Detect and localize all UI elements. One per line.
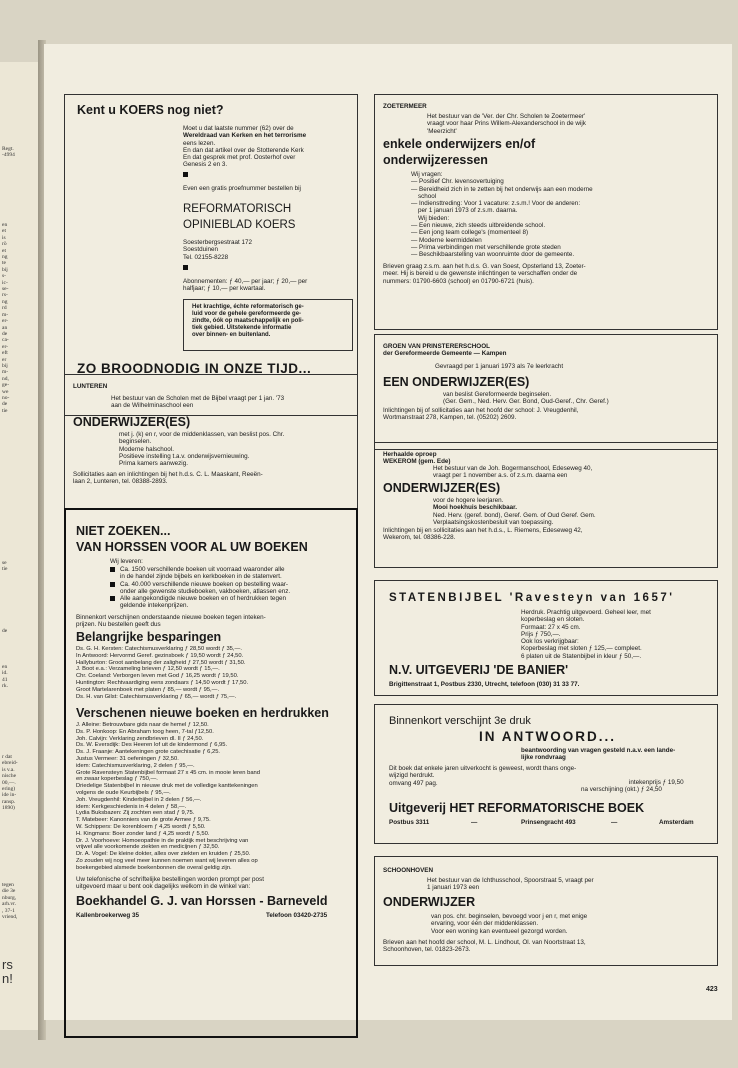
statenbijbel-details	[521, 609, 651, 660]
antwoord-street: Prinsengracht 493	[521, 819, 576, 826]
zoetermeer-contact	[383, 263, 586, 285]
text-line: , 37-1	[2, 907, 15, 914]
horssen-head-1: NIET ZOEKEN...	[76, 524, 171, 538]
text-line: uitgevoerd maar u bent ook dagelijks welkom in de winkel van:	[76, 883, 251, 891]
text-line: Positieve instelling t.a.v. onderwijsvernieuwing.	[119, 452, 250, 460]
wekerom-contact	[383, 527, 583, 542]
text-line: laan 2, Lunteren, tel. 08388-2893.	[73, 478, 168, 486]
text-line: rd	[2, 305, 7, 312]
text-line: idem: Catechismusverklaring, 2 delen ƒ 95,—.	[76, 762, 195, 769]
offer-line	[110, 581, 290, 588]
text-line: 1890)	[2, 805, 15, 812]
offer-text: Ca. 40.000 verschillende nieuwe boeken op bestelling waar-	[120, 580, 289, 588]
schoonhoven-heading: ONDERWIJZER	[383, 895, 476, 909]
text-line: no-	[2, 394, 10, 401]
offer-text: Ca. 1500 verschillende boeken uit voorraad waaronder alle	[120, 566, 285, 573]
text-line: Herdruk. Prachtig uitgevoerd. Geheel leer, met	[521, 609, 651, 616]
wekerom-intro	[433, 465, 592, 480]
text-line: rk.	[2, 683, 8, 690]
text-line: Zo zouden wij nog veel meer kunnen noemen want wij leveren alles op	[76, 857, 258, 864]
text-line: nd,	[2, 375, 9, 382]
text-line: te	[2, 260, 6, 267]
offer-line	[110, 588, 290, 595]
kampen-heading: EEN ONDERWIJZER(ES)	[383, 375, 530, 389]
text-line: en	[2, 222, 8, 228]
text-line: we	[2, 388, 9, 395]
text-line: nische	[2, 773, 17, 780]
wekerom-heading: ONDERWIJZER(ES)	[383, 481, 501, 495]
text-line: Dit boek dat enkele jaren uitverkocht is geweest, wordt thans onge-	[389, 765, 577, 772]
text-line: id.	[2, 670, 8, 677]
text-line: T. Matebeer: Kanonniers van de grote Armee ƒ 9,75.	[76, 817, 211, 824]
text-line: Ds. P. Honkoop: En Abraham toog heen, 7-tal ƒ12,50.	[76, 728, 214, 735]
text-line: Wereldraad van Kerken en het terrorisme	[183, 132, 307, 140]
text-line: Het bestuur van de Ichthusschool, Spoorstraat 5, vraagt per	[427, 877, 594, 884]
text-line: Het bestuur van de Joh. Bogermanschool, Edeseweg 40,	[433, 465, 593, 472]
text-line: se-	[2, 286, 9, 293]
wekerom-ad	[374, 442, 718, 568]
text-line: voor de hogere leerjaren.	[433, 497, 504, 504]
text-line: — Een jong team college's (momenteel 8)	[411, 229, 529, 237]
reformatorische-publisher: Uitgeverij HET REFORMATORISCHE BOEK	[389, 801, 645, 815]
text-line: is	[2, 234, 6, 241]
facing-text-2	[2, 222, 9, 414]
text-line: Koperbeslag met sloten ƒ 125,— compleet.	[521, 645, 642, 653]
lunteren-contact	[73, 471, 263, 486]
text-line: Driedelige Statenbijbel in nieuwe druk met de volledige kanttekeningen	[76, 783, 258, 790]
text-line: et	[2, 247, 6, 254]
horssen-offers	[110, 566, 290, 610]
horssen-new-list	[76, 722, 260, 872]
text-line: ide in-	[2, 792, 17, 799]
text-line: Het bestuur van de 'Ver. der Chr. Scholen te Zoetermeer'	[427, 113, 586, 120]
statenbijbel-ad	[374, 580, 718, 696]
text-line: boekengebied alsmede boekenbonnen die overal geldig zijn.	[76, 864, 232, 871]
kampen-church: der Gereformeerde Gemeente — Kampen	[383, 350, 507, 357]
schoonhoven-ad	[374, 856, 718, 966]
horssen-shop: Boekhandel G. J. van Horssen - Barneveld	[76, 894, 328, 908]
text-line: ebreid-	[2, 760, 18, 767]
text-line: tiek gebied. Uitstekende informatie	[192, 325, 292, 331]
text-line: 6 platen uit de Statenbijbel in kleur ƒ 50,—.	[521, 652, 642, 660]
offer-line	[110, 573, 290, 580]
text-line: Prijs ƒ 750,—.	[521, 630, 561, 638]
text-line: Dr. A. Vogel: De kleine dokter, alles over ziekten en kruiden ƒ 25,50.	[76, 851, 251, 858]
text-line: Lydia Buksbazen: Zij zochten een stad ƒ 9,75.	[76, 810, 195, 817]
antwoord-pre: Binnenkort verschijnt 3e druk	[389, 715, 531, 727]
text-line: er	[2, 356, 7, 363]
text-line: omvang 497 pag.	[389, 779, 438, 787]
text-line: Genesis 2 en 3.	[183, 161, 228, 169]
facing-text-6	[2, 754, 18, 812]
lunteren-ad	[64, 374, 358, 510]
text-line: Het bestuur van de Scholen met de Bijbel vraagt per 1 jan. '73	[111, 395, 285, 402]
square-bullet	[110, 567, 115, 572]
text-line: 41	[2, 676, 8, 683]
text-line: ng	[2, 254, 8, 261]
text-line: ic-	[2, 279, 8, 286]
text-line: Grote Ravensteyn Statenbijbel formaat 27 x 45 cm. in mooie leren band	[76, 769, 260, 776]
text-line: vrijwel alle voorkomende ziekten en medicijnen ƒ 32,50.	[76, 844, 220, 851]
offer-line	[110, 602, 290, 609]
koers-intro	[183, 125, 306, 169]
text-line: Soesterbergsestraat 172	[183, 239, 252, 246]
text-line: Joh. Vreugdenhil: Kinderbijbel in 2 delen ƒ 56,—.	[76, 796, 202, 803]
text-line: Brieven aan het hoofd der school, M. L. Lindhout, Ol. van Noortstraat 13,	[383, 939, 586, 946]
text-line: Soestduinen	[183, 246, 219, 254]
text-line: arh.vr.	[2, 901, 17, 908]
text-line: Wekerom, tel. 08386-228.	[383, 534, 456, 542]
text-line: over binnen- en buitenland.	[192, 332, 271, 338]
schoonhoven-details	[431, 913, 587, 935]
text-line: Abonnementen: ƒ 40,— per jaar; ƒ 20,— per	[183, 278, 308, 285]
text-line: H. Kingmans: Boer zonder land ƒ 4,25 wordt ƒ 5,50.	[76, 830, 210, 837]
text-line: vraagt voor haar Prins Willem-Alexanderschool in de wijk	[427, 120, 586, 128]
facing-text-3: se tie	[2, 560, 8, 573]
wekerom-label: Herhaalde oproep	[383, 451, 437, 458]
text-line: Schoonhoven, tel. 01823-2673.	[383, 946, 471, 954]
text-line: — Een nieuwe, zich steeds uitbreidende school.	[411, 222, 546, 230]
text-line: Voor een woning kan eventueel gezorgd worden.	[431, 927, 568, 935]
text-line: an	[2, 324, 8, 331]
text-line: zindte, óók op maatschappelijk en poli-	[192, 318, 304, 324]
antwoord-title: IN ANTWOORD...	[479, 729, 616, 744]
text-line: Formaat: 27 x 45 cm.	[521, 623, 581, 631]
text-line: ering)	[2, 786, 16, 793]
text-line: Uw telefonische of schriftelijke bestellingen worden prompt per post	[76, 876, 264, 883]
wekerom-details	[433, 497, 596, 526]
antwoord-subtitle	[521, 747, 675, 762]
schoonhoven-place: SCHOONHOVEN	[383, 867, 434, 874]
text-line: lijke rondvraag	[521, 754, 566, 762]
text-line: bij	[2, 266, 8, 273]
facing-text-7	[2, 882, 17, 920]
text-line: Moderne halschool.	[119, 445, 174, 453]
text-line: die 3e	[2, 888, 16, 895]
text-line: — Prima verbindingen met verschillende grote steden	[411, 243, 561, 251]
zoetermeer-heading-2: onderwijzeressen	[383, 153, 488, 167]
horssen-head-2: VAN HORSSEN VOOR AL UW BOEKEN	[76, 540, 308, 554]
kampen-ad	[374, 334, 718, 450]
facing-text-4: de	[2, 628, 8, 634]
text-line: En dan dat artikel over de Stotterende Kerk	[183, 146, 304, 154]
facing-text-8: rs n!	[2, 957, 13, 986]
text-line: bij	[2, 362, 8, 369]
zoetermeer-heading-1: enkele onderwijzers en/of	[383, 137, 536, 151]
text-line: volgens de oude Keurbijbels ƒ 95,—.	[76, 789, 171, 796]
horssen-ad	[64, 508, 358, 1038]
separator-dash: —	[611, 819, 618, 826]
text-line: — Beschikbaarstelling van woonruimte door de gemeente.	[411, 251, 575, 259]
text-line: meer. Hij is bereid u de gewenste inlichtingen te verschaffen onder de	[383, 270, 578, 278]
text-line: de	[2, 401, 8, 408]
text-line: Wij vragen:	[411, 171, 443, 178]
offer-text: onder alle gewenste studieboeken, vakboeken, atlassen enz.	[120, 587, 291, 595]
koers-title: Kent u KOERS nog niet?	[77, 103, 224, 117]
text-line: vraagt per 1 november a.s. of z.s.m. daarna een	[433, 472, 568, 480]
koers-ad	[64, 94, 358, 416]
horssen-closing	[76, 876, 264, 891]
text-line: Wortmanstraat 278, Kampen, tel. (05202) 2609.	[383, 414, 517, 422]
horssen-announcement	[76, 614, 266, 629]
text-line: Binnenkort verschijnen onderstaande nieuwe boeken tegen inteken-	[76, 614, 266, 621]
kampen-request: Gevraagd per 1 januari 1973 als 7e leerkracht	[435, 363, 564, 370]
text-line: beantwoording van vragen gesteld n.a.v. een lande-	[521, 747, 676, 754]
text-line: Wij bieden:	[411, 214, 450, 222]
antwoord-city: Amsterdam	[659, 819, 694, 826]
text-line: — Moderne leermiddelen	[411, 236, 482, 244]
text-line: — Positief Chr. levensovertuiging	[411, 178, 504, 186]
facing-page	[0, 62, 38, 1030]
lunteren-heading: ONDERWIJZER(ES)	[73, 415, 191, 429]
text-line: luid voor de gehele gereformeerde ge-	[192, 311, 302, 317]
text-line: J. Boot e.a.: Verzameling brieven ƒ 12,50 wordt ƒ 15,—.	[76, 666, 220, 673]
text-line: Tel. 02155-8228	[183, 253, 229, 261]
text-line: halfjaar; ƒ 10,— per kwartaal.	[183, 285, 266, 293]
square-bullet	[110, 582, 115, 587]
horssen-offer-intro: Wij leveren:	[110, 558, 143, 565]
zoetermeer-details	[411, 171, 593, 259]
horssen-section-savings: Belangrijke besparingen	[76, 630, 222, 644]
text-line: Het krachtige, échte reformatorisch ge-	[192, 304, 304, 310]
text-line: Brieven graag z.s.m. aan het h.d.s. G. van Soest, Opsterland 13, Zoeter-	[383, 263, 586, 270]
banier-publisher: N.V. UITGEVERIJ 'DE BANIER'	[389, 663, 569, 677]
text-line: W. Schippers: De korenbloem ƒ 4,25 wordt ƒ 5,50.	[76, 823, 206, 830]
offer-line	[110, 595, 290, 602]
text-line: nburg,	[2, 894, 17, 901]
text-line: rö	[2, 241, 7, 248]
text-line: m-	[2, 369, 9, 376]
banier-address: Brigittenstraat 1, Postbus 2330, Utrecht, telefoon (030) 31 33 77.	[389, 681, 580, 688]
kampen-school: GROEN VAN PRINSTERERSCHOOL	[383, 343, 490, 350]
kampen-details	[443, 391, 609, 406]
koers-org-2: OPINIEBLAD KOERS	[183, 219, 296, 231]
text-line: Chr. Coeland: Verborgen leven met God ƒ 16,25 wordt ƒ 19,50.	[76, 673, 239, 680]
text-line: ca-	[2, 337, 9, 344]
text-line: (Ger. Gem., Ned. Herv. Ger. Bond, Oud-Geref., Chr. Geref.)	[443, 398, 609, 406]
offer-text: in de handel zijnde bijbels en kerkboeken in de statenvert.	[120, 573, 282, 581]
text-line: Verplaatsingskostenbesluit van toepassing.	[433, 518, 554, 526]
statenbijbel-title: STATENBIJBEL 'Ravesteyn van 1657'	[389, 592, 675, 604]
text-line: J. Alleine: Betrouwbare gids naar de hemel ƒ 12,50.	[76, 722, 209, 728]
zoetermeer-intro	[427, 113, 586, 135]
text-line: et	[2, 228, 6, 235]
lunteren-place: LUNTEREN	[73, 383, 108, 390]
antwoord-details	[389, 765, 576, 787]
schoonhoven-contact	[383, 939, 586, 954]
facing-text-5	[2, 664, 8, 690]
horssen-phone: Telefoon 03420-2735	[266, 912, 328, 919]
text-line: s-	[2, 273, 6, 280]
text-line: rs-	[2, 292, 8, 299]
text-line: ervaring, voor één der middenklassen.	[431, 920, 539, 928]
text-line: Joh. Calvijn: Verklaring zendbrieven dl. II ƒ 24,50.	[76, 735, 204, 742]
text-line: Mooi hoekhuis beschikbaar.	[433, 504, 517, 512]
text-line: er-	[2, 318, 8, 325]
text-line: en zwaar koperbeslag ƒ 750,—.	[76, 776, 158, 783]
text-line: is v.a.	[2, 766, 15, 773]
text-line: vriend,	[2, 914, 18, 921]
text-line: Ds. G. H. Kersten: Catechismusverklaring ƒ 28,50 wordt ƒ 35,—.	[76, 646, 242, 652]
text-line: Huntington: Rechtvaardiging eens zondaars ƒ 14,50 wordt ƒ 17,50.	[76, 679, 249, 686]
text-line: met j. (k) en r, voor de middenklassen, van beslist pos. Chr.	[119, 431, 285, 438]
text-line: En dat gesprek met prof. Oosterhof over	[183, 154, 296, 162]
text-line: Justus Vermeer: 31 oefeningen ƒ 32,50.	[76, 755, 179, 762]
text-line: koperbeslag en sloten.	[521, 616, 585, 624]
text-line: Inlichtingen bij en sollicitaties aan het h.d.s., L. Riemens, Edeseweg 42,	[383, 527, 583, 534]
offer-line	[110, 566, 290, 573]
text-line: aan de Wilhelminaschool een	[111, 402, 194, 410]
offer-text: Alle aangekondigde nieuwe boeken en of herdrukken tegen	[120, 595, 286, 603]
koers-subscriptions	[183, 278, 307, 293]
newspaper-page	[44, 44, 732, 1020]
koers-offer: Even een gratis proefnummer bestellen bij	[183, 185, 301, 192]
antwoord-price-1: intekenprijs ƒ 19,50	[629, 779, 684, 786]
square-bullet	[183, 265, 188, 270]
text-line: Ds. H. van Gilst: Catechismusverklaring ƒ 65,— wordt ƒ 75,—.	[76, 693, 237, 700]
text-line: In Antwoord: Hervormd Geref. gezinsboek ƒ 19,50 wordt ƒ 24,50.	[76, 652, 244, 659]
text-line: nummers: 01790-6603 (school) en 01790-6721 (huis).	[383, 277, 534, 285]
zoetermeer-place: ZOETERMEER	[383, 103, 427, 110]
lunteren-intro	[111, 395, 284, 410]
lunteren-details	[119, 431, 284, 467]
text-line: per 1 januari 1973 of z.s.m. daarna.	[411, 207, 518, 215]
offer-text: geldende intekenprijzen.	[120, 602, 189, 610]
text-line: Inlichtingen bij of sollicitaties aan het hoofd der school: J. Vreugdenhil,	[383, 407, 579, 414]
zoetermeer-ad	[374, 94, 718, 330]
page-number: 423	[706, 986, 718, 993]
text-line: wijzigd herdrukt.	[389, 772, 435, 780]
text-line: Moet u dat laatste nummer (62) over de	[183, 125, 294, 132]
square-bullet	[183, 172, 188, 177]
antwoord-postbus: Postbus 3311	[389, 819, 430, 826]
text-line: Hallyburton: Groot aanbelang der zaligheid ƒ 27,50 wordt ƒ 31,50.	[76, 659, 246, 666]
facing-text-1: Regt. -4994	[2, 146, 15, 159]
text-line: m-	[2, 311, 9, 318]
text-line: van pos. chr. beginselen, bevoegd voor j en r, met enige	[431, 913, 588, 920]
text-line: 'Meerzicht'	[427, 127, 457, 135]
koers-quote	[192, 304, 304, 339]
text-line: ransp.	[2, 798, 16, 805]
text-line: tie	[2, 407, 8, 414]
square-bullet	[110, 596, 115, 601]
text-line: eens lezen.	[183, 139, 216, 147]
text-line: beginselen.	[119, 438, 152, 446]
wekerom-place: WEKEROM (gem. Ede)	[383, 458, 451, 465]
kampen-contact	[383, 407, 578, 422]
antwoord-price-2: na verschijning (okt.) ƒ 24,50	[581, 786, 662, 793]
text-line: 00,—.	[2, 779, 16, 786]
text-line: van beslist Gereformeerde beginselen.	[443, 391, 552, 398]
text-line: Ook los verkrijgbaar:	[521, 638, 579, 646]
text-line: ng	[2, 298, 8, 305]
text-line: tegen	[2, 882, 14, 888]
text-line: 1 januari 1973 een	[427, 884, 480, 892]
text-line: idem: Kerkgeschiedenis in 4 delen ƒ 58,—.	[76, 803, 187, 810]
text-line: Ned. Herv. (geref. bond), Geref. Gem. of Oud Geref. Gem.	[433, 511, 596, 519]
koers-address	[183, 239, 252, 261]
text-line: Groot Martelarenboek met platen ƒ 85,— wordt ƒ 95,—.	[76, 686, 220, 693]
text-line: Prima kamers aanwezig.	[119, 460, 188, 468]
koers-quote-box	[183, 299, 353, 351]
text-line: r dat	[2, 754, 12, 760]
text-line: en	[2, 664, 8, 670]
text-line: de	[2, 330, 8, 337]
text-line: Ds. J. Fraanje: Aantekeningen grote catechisatie ƒ 6,25.	[76, 749, 221, 756]
text-line: — Bereidheid zich in te zetten bij het onderwijs aan een moderne	[411, 185, 593, 193]
text-line: eft	[2, 350, 8, 357]
schoonhoven-intro	[427, 877, 594, 892]
text-line: ge-	[2, 382, 10, 389]
text-line: Sollicitaties aan en inlichtingen bij het h.d.s. C. L. Maaskant, Reeën-	[73, 471, 263, 478]
separator-dash: —	[471, 819, 478, 826]
text-line: Ds. W. Eversdijk: Des Heeren lof uit de kindermond ƒ 6,95.	[76, 742, 228, 749]
horssen-savings-list	[76, 646, 248, 700]
horssen-section-new: Verschenen nieuwe boeken en herdrukken	[76, 706, 329, 720]
koers-org-1: REFORMATORISCH	[183, 203, 292, 215]
text-line: er-	[2, 343, 8, 350]
text-line: prijzen. Nu bestellen geeft dus	[76, 621, 161, 629]
text-line: — Indiensttreding: Voor 1 vacature: z.s.m.! Voor de anderen:	[411, 200, 581, 208]
koers-slogan: ZO BROODNODIG IN ONZE TIJD...	[77, 361, 312, 376]
text-line: school	[411, 192, 437, 200]
text-line: Dr. J. Voorhoeve: Homoeopathie in de praktijk met beschrijving van	[76, 837, 249, 844]
antwoord-ad	[374, 704, 718, 844]
horssen-street: Kallenbroekerweg 35	[76, 912, 139, 919]
